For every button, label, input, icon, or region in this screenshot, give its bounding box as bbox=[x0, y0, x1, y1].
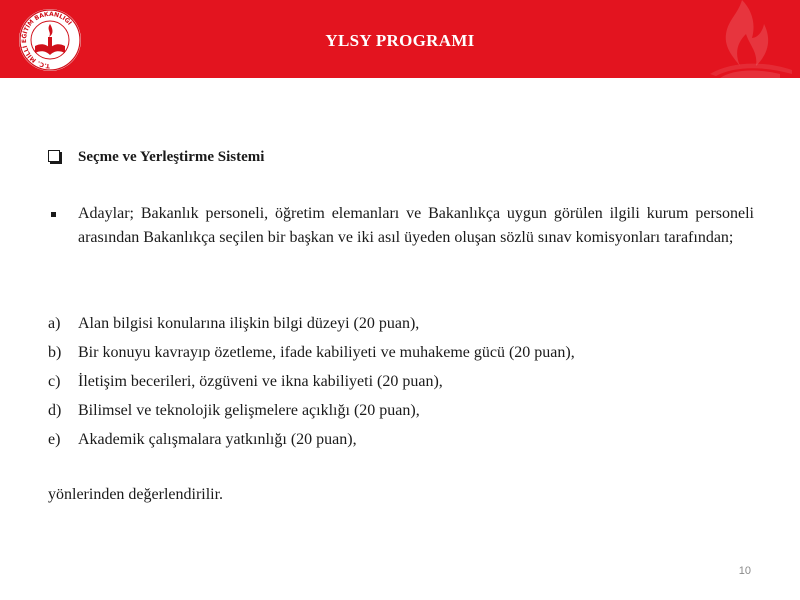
list-item-marker: a) bbox=[48, 315, 61, 332]
list-item-text: Bilimsel ve teknolojik gelişmelere açıklığı (20 puan), bbox=[78, 402, 420, 419]
section-heading bbox=[48, 145, 754, 169]
header-bar bbox=[0, 0, 800, 78]
list-item bbox=[48, 425, 754, 454]
closing-text: yönlerinden değerlendirilir. bbox=[48, 486, 224, 503]
section-heading-text: Seçme ve Yerleştirme Sistemi bbox=[78, 149, 265, 165]
list-item-text: İletişim becerileri, özgüveni ve ikna kabiliyeti (20 puan), bbox=[78, 373, 443, 390]
list-item-text: Akademik çalışmalara yatkınlığı (20 puan), bbox=[78, 431, 357, 448]
criteria-list bbox=[48, 309, 754, 454]
list-item bbox=[48, 338, 754, 367]
bullet-paragraph-text: Adaylar; Bakanlık personeli, öğretim elemanları ve Bakanlıkça uygun görülen ilgili kurum personeli arasından Bakanlıkça seçilen bir başkan ve iki asıl üyeden oluşan sözlü sınav komisyonları tarafından; bbox=[78, 205, 754, 246]
page-title: YLSY PROGRAMI bbox=[325, 31, 475, 50]
list-item-text: Bir konuyu kavrayıp özetleme, ifade kabiliyeti ve muhakeme gücü (20 puan), bbox=[78, 344, 575, 361]
list-item bbox=[48, 396, 754, 425]
list-item-marker: b) bbox=[48, 344, 62, 361]
list-item-marker: d) bbox=[48, 402, 62, 419]
bullet-paragraph bbox=[48, 202, 754, 249]
square-bullet-icon bbox=[51, 212, 56, 217]
list-item bbox=[48, 367, 754, 396]
list-item bbox=[48, 309, 754, 338]
checkbox-bullet-icon bbox=[48, 150, 60, 162]
list-item-text: Alan bilgisi konularına ilişkin bilgi düzeyi (20 puan), bbox=[78, 315, 420, 332]
list-item-marker: e) bbox=[48, 431, 61, 448]
list-item-marker: c) bbox=[48, 373, 61, 390]
page-number: 10 bbox=[738, 565, 751, 577]
logo-ring-text: T.C. MİLLİ EĞİTİM BAKANLIĞI bbox=[20, 10, 73, 70]
